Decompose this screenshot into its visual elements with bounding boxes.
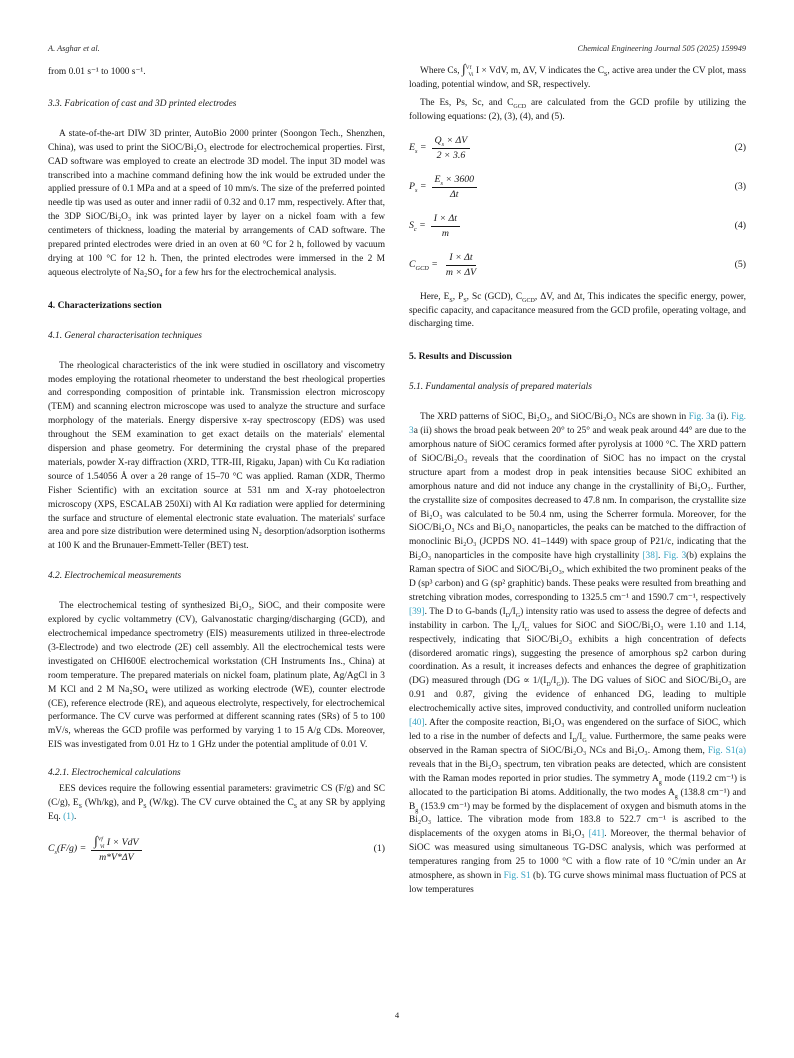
- equation-4-numerator: I × Δt: [431, 213, 460, 227]
- equation-1-lhs: $C_s(F/g)$ =: [48, 843, 87, 857]
- equation-1-number: (1): [373, 843, 385, 855]
- inline-link[interactable]: [38]: [642, 551, 659, 562]
- equation-4-fraction: [431, 213, 460, 240]
- equation-4-denominator: m: [441, 227, 449, 239]
- runover-sentence: from 0.01 s⁻¹ to 1000 s⁻¹.: [48, 67, 146, 77]
- section-5-1-paragraph: The XRD patterns of SiOC, Bi₂O₃, and SiOC/Bi₂O₃ NCs are shown in Fig. 3a (i). Fig. 3a (ii) shows the broad peak between 20° to 25° and weak peak around 44° are due to the amorphous nature of SiOC ceramics formed after pyrolysis at 1000 °C. The XRD pattern of SiOC/Bi₂O₃ reveals that the coordination of SiOC has no impact on the crystal structure apart from a modest drop in peak intensities because SiOC exhibited an amorphous nature and did not induce any change in the crystallinity of Bi₂O₃. Further, the crystallite size of composites decreased to 47.8 nm. In comparison, the crystallite size of Bi₂O₃ was calculated to be 50.4 nm, using the Scherrer formula. Moreover, for the SiOC/Bi₂O₃ NCs and Bi₂O₃ nanoparticles, the peaks can be matched to the diffraction of monoclinic Bi₂O₃ (JCPDS NO. 41–1449) with space group of P21/c, indicating that the Bi₂O₃ nanoparticles in the composite have high crystallinity [38]. Fig. 3(b) explains the Raman spectra of SiOC and SiOC/Bi₂O₃, which exhibited the two prominent peaks of the D (sp³ carbon) and G (sp² graphitic) bands. These peaks were resulted from breathing and stretching vibration modes, corresponding to 1325.5 cm⁻¹ and 1590.7 cm⁻¹, respectively [39]. The D to G-bands $(I_D/I_G)$ intensity ratio was used to assess the degree of defects and instability in carbon. The $I_D/I_G$ values for SiOC and SiOC/Bi₂O₃ were 1.10 and 1.14, respectively, indicating that SiOC/Bi₂O₃ exhibits a high concentration of defects (disordered aromatic rings), suggesting the presence of amorphous sp2 carbon during coordination. As a result, it increases defects and enhances the degree of graphitization (DG) measured through $(DG \propto 1/(I_D/I_G))$. The DG values of SiOC and SiOC/Bi₂O₃ are 0.91 and 0.87, giving the evidence of enhanced DG, leading to multiple electrochemically active sites, improved conductivity, and controlled uniform nucleation [40]. After the composite reaction, Bi₂O₃ was engendered on the surface of SiOC, which led to a rise in the number of defects and $I_D/I_G$ value. Furthermore, the same peaks were observed in the Raman spectra of SiOC/Bi₂O₃ NCs and Bi₂O₃. Among them, Fig. S1(a) reveals that in the Bi₂O₃ spectrum, ten vibration peaks are detected, which are consistent with the Raman modes reported in prior studies. The symmetry $A_g$ mode (119.2 cm⁻¹) is allocated to the participation Bi atoms. Additionally, the two modes $A_g$ (138.8 cm⁻¹) and $B_g$ (153.9 cm⁻¹) may be formed by the displacement of oxygen and bismuth atoms in the Bi₂O₃ lattice. The vibration mode from 183.8 to 522.7 cm⁻¹ is ascribed to the displacements of the oxygen atoms in Bi₂O₃ [41]. Moreover, the thermal behavior of SiOC was measured using simultaneous TG-DSC analysis, which was performed at temperatures ranging from 25 to 1000 °C with a flow rate of 10 °C/min under an Ar atmosphere, as shown in Fig. S1 (b). TG curve shows minimal mass fluctuation of PCS at low temperatures: [409, 412, 747, 895]
- equation-4-number: (4): [734, 220, 746, 232]
- equation-2-fraction: [432, 135, 471, 162]
- equation-3-denominator: Δt: [450, 188, 459, 200]
- equation-3-fraction: [432, 174, 478, 201]
- equation-5-lhs: $C_{GCD}$ =: [409, 259, 438, 273]
- equation-4: [409, 213, 746, 240]
- inline-link[interactable]: Fig. 3: [688, 412, 711, 423]
- equation-3-lhs: $P_s$ =: [409, 181, 427, 195]
- equation-5-number: (5): [734, 259, 746, 271]
- header-authors: A. Asghar et al.: [48, 44, 100, 53]
- equation-2-lhs: $E_s$ =: [409, 142, 427, 156]
- page-footer: [0, 1010, 794, 1020]
- page-number: 4: [394, 1010, 400, 1020]
- section-3-3-paragraph: A state-of-the-art DIW 3D printer, AutoBio 2000 printer (Soongon Tech., Shenzhen, China), was used to print the SiOC/Bi₂O₃ electrode for electrochemical properties. First, CAD software was employed to create an electrode 3D model. The input 3D model was transcribed into a machine command defining how the ink would be extruded under the applied pressure of 0.1 MPa and at a speed of 10 mm/s. The size of the preferred pointed needle tip was used as outer and inner radii of 0.32 and 0.17 mm, respectively. After that, the 3DP SiOC/Bi₂O₃ ink was printed layer by layer on a nickel foam with a few centimeters of thickness, loading the material by arrangements of CAD software. The prepared printed electrodes were dried in an oven at 60 °C for 2 h, followed by vacuum drying at 100 °C for 12 h. Then, the printed electrodes were immersed in the 2 M aqueous electrolyte of Na₂SO₄ for a few hrs for the electrochemical analysis.: [48, 128, 385, 278]
- left-column: [48, 62, 385, 902]
- inline-link[interactable]: Fig. 3: [409, 412, 746, 437]
- calculated-paragraph: The Es, Ps, Sc, and $C_{GCD}$ are calculated from the GCD profile by utilizing the following equations: (2), (3), (4), and (5).: [409, 97, 746, 122]
- equation-2-number: (2): [734, 142, 746, 154]
- inline-link[interactable]: [41]: [588, 829, 605, 840]
- section-4-1-heading: 4.1. General characterisation techniques: [48, 330, 202, 341]
- section-4-2-1-heading: 4.2.1. Electrochemical calculations: [48, 768, 181, 779]
- inline-link[interactable]: Fig. S1: [503, 871, 531, 882]
- equation-5-numerator: I × Δt: [446, 252, 475, 266]
- header-journal: Chemical Engineering Journal 505 (2025) 159949: [577, 44, 746, 53]
- here-paragraph: Here, $E_S$, $P_S$, Sc (GCD), $C_{GCD}$, ΔV, and Δt, This indicates the specific energy, power, specific capacity, and capacitance measured from the GCD profile, operating voltage, and discharging time.: [409, 291, 746, 330]
- inline-link[interactable]: [39]: [409, 606, 425, 617]
- equation-3-number: (3): [734, 181, 746, 193]
- section-3-3-heading: 3.3. Fabrication of cast and 3D printed electrodes: [48, 98, 237, 109]
- section-4-2-1-paragraph: EES devices require the following essential parameters: gravimetric CS (F/g) and SC (C/g), $E_S$ (Wh/kg), and $P_S$ (W/kg). The CV curve obtained the $C_S$ at any SR by applying Eq. (1).: [48, 784, 386, 822]
- section-5-heading: 5. Results and Discussion: [409, 351, 512, 363]
- equation-3-numerator: $E_s \times 3600$: [432, 174, 478, 188]
- equation-3: [409, 174, 746, 201]
- equation-1-numerator: ∫$^{Vf}_{Vi}$ I × VdV: [91, 835, 141, 851]
- equation-5: [409, 252, 746, 279]
- equation-2-denominator: 2 × 3.6: [436, 149, 466, 161]
- equation-2-numerator: $Q_s \times \Delta V$: [432, 135, 471, 149]
- right-column: [409, 62, 746, 902]
- equation-1-denominator: m*V*ΔV: [99, 851, 134, 863]
- equation-5-denominator: m × ΔV: [445, 266, 477, 278]
- section-4-heading: 4. Characterizations section: [48, 299, 162, 311]
- section-4-2-heading: 4.2. Electrochemical measurements: [48, 571, 182, 582]
- equation-4-lhs: $S_c$ =: [409, 220, 426, 234]
- section-4-1-paragraph: The rheological characteristics of the ink were studied in oscillatory and viscometry modes employing the rotational rheometer to understand the best rheological properties and corresponding composition of printable ink. Transmission electron microscopy (TEM) and scanning electron microscope was used to analyze the structure and surface morphology of the materials. Energy dispersive x-ray spectroscopy (EDS) was used throughout the SEM examination to get exact details on the materials' elemental dispersion and phase geometry. For determining the crystal phase of the prepared materials, powder X-ray diffraction (XRD, TTR-III, Rigaku, Japan) with Cu Kα radiation source of 1.54056 Å over a 2θ range of 15–70 °C was applied. Raman (XDR, Thermo Fisher Scientific) with an excitation source at 531 nm and X-ray photoelectron microscopy (XPS, ESCALAB 250Xi) with Al Kα radiation were applied for determining the surface and structure of elemental electronic state evaluation. The materials' surface area and pore size distribution were determined using N₂ desorption/adsorption isotherms at 100 K and the Brunauer-Emmett-Teller (BET) test.: [48, 360, 385, 552]
- equation-2: [409, 135, 746, 162]
- section-5-1-heading: 5.1. Fundamental analysis of prepared materials: [409, 382, 592, 393]
- two-column-body: [48, 62, 746, 902]
- section-4-2-paragraph: The electrochemical testing of synthesized Bi₂O₃, SiOC, and their composite were explored by cyclic voltammetry (CV), Galvanostatic charging/discharging (GCD), and electrochemical impedance spectrometry (EIS) measurements utilized in three-electrode (3-Electrode) and two electrode (2E) cell assembly. All the electrochemical tests were investigated on CHI600E electrochemical workstation (CH Instruments Ins., China) at room temperature. The prepared materials on nickel foam, platinum plate, Ag/AgCl in 3 M KCl and 2 M Na₂SO₄ were utilized as working electrode (WE), counter electrode (CE), reference electrode (RE), and aqueous electrolyte, respectively, for electrochemical performance. The CV curve was performed at different scanning rates (SRs) of 5 to 100 mV/s, whereas the GCD profile was performed by varying 1 to 15 A/g CDs. Moreover, EIS was investigated from 0.01 Hz to 1 GHz under the potential amplitude of 0.01 V.: [48, 601, 385, 751]
- inline-link[interactable]: [40]: [409, 718, 425, 729]
- equation-1-fraction: [91, 832, 141, 864]
- inline-link[interactable]: (1): [63, 811, 75, 822]
- equation-1: [48, 832, 385, 864]
- where-paragraph: Where Cs, ∫$^{Vf}_{Vi}$ I × VdV, m, ΔV, V indicates the $C_S$, active area under the CV plot, mass loading, potential window, and SR, respectively.: [409, 61, 746, 90]
- inline-link[interactable]: Fig. 3: [663, 551, 687, 562]
- equation-5-fraction: [443, 252, 479, 279]
- inline-link[interactable]: Fig. S1(a): [707, 745, 746, 756]
- page-header: [48, 44, 746, 53]
